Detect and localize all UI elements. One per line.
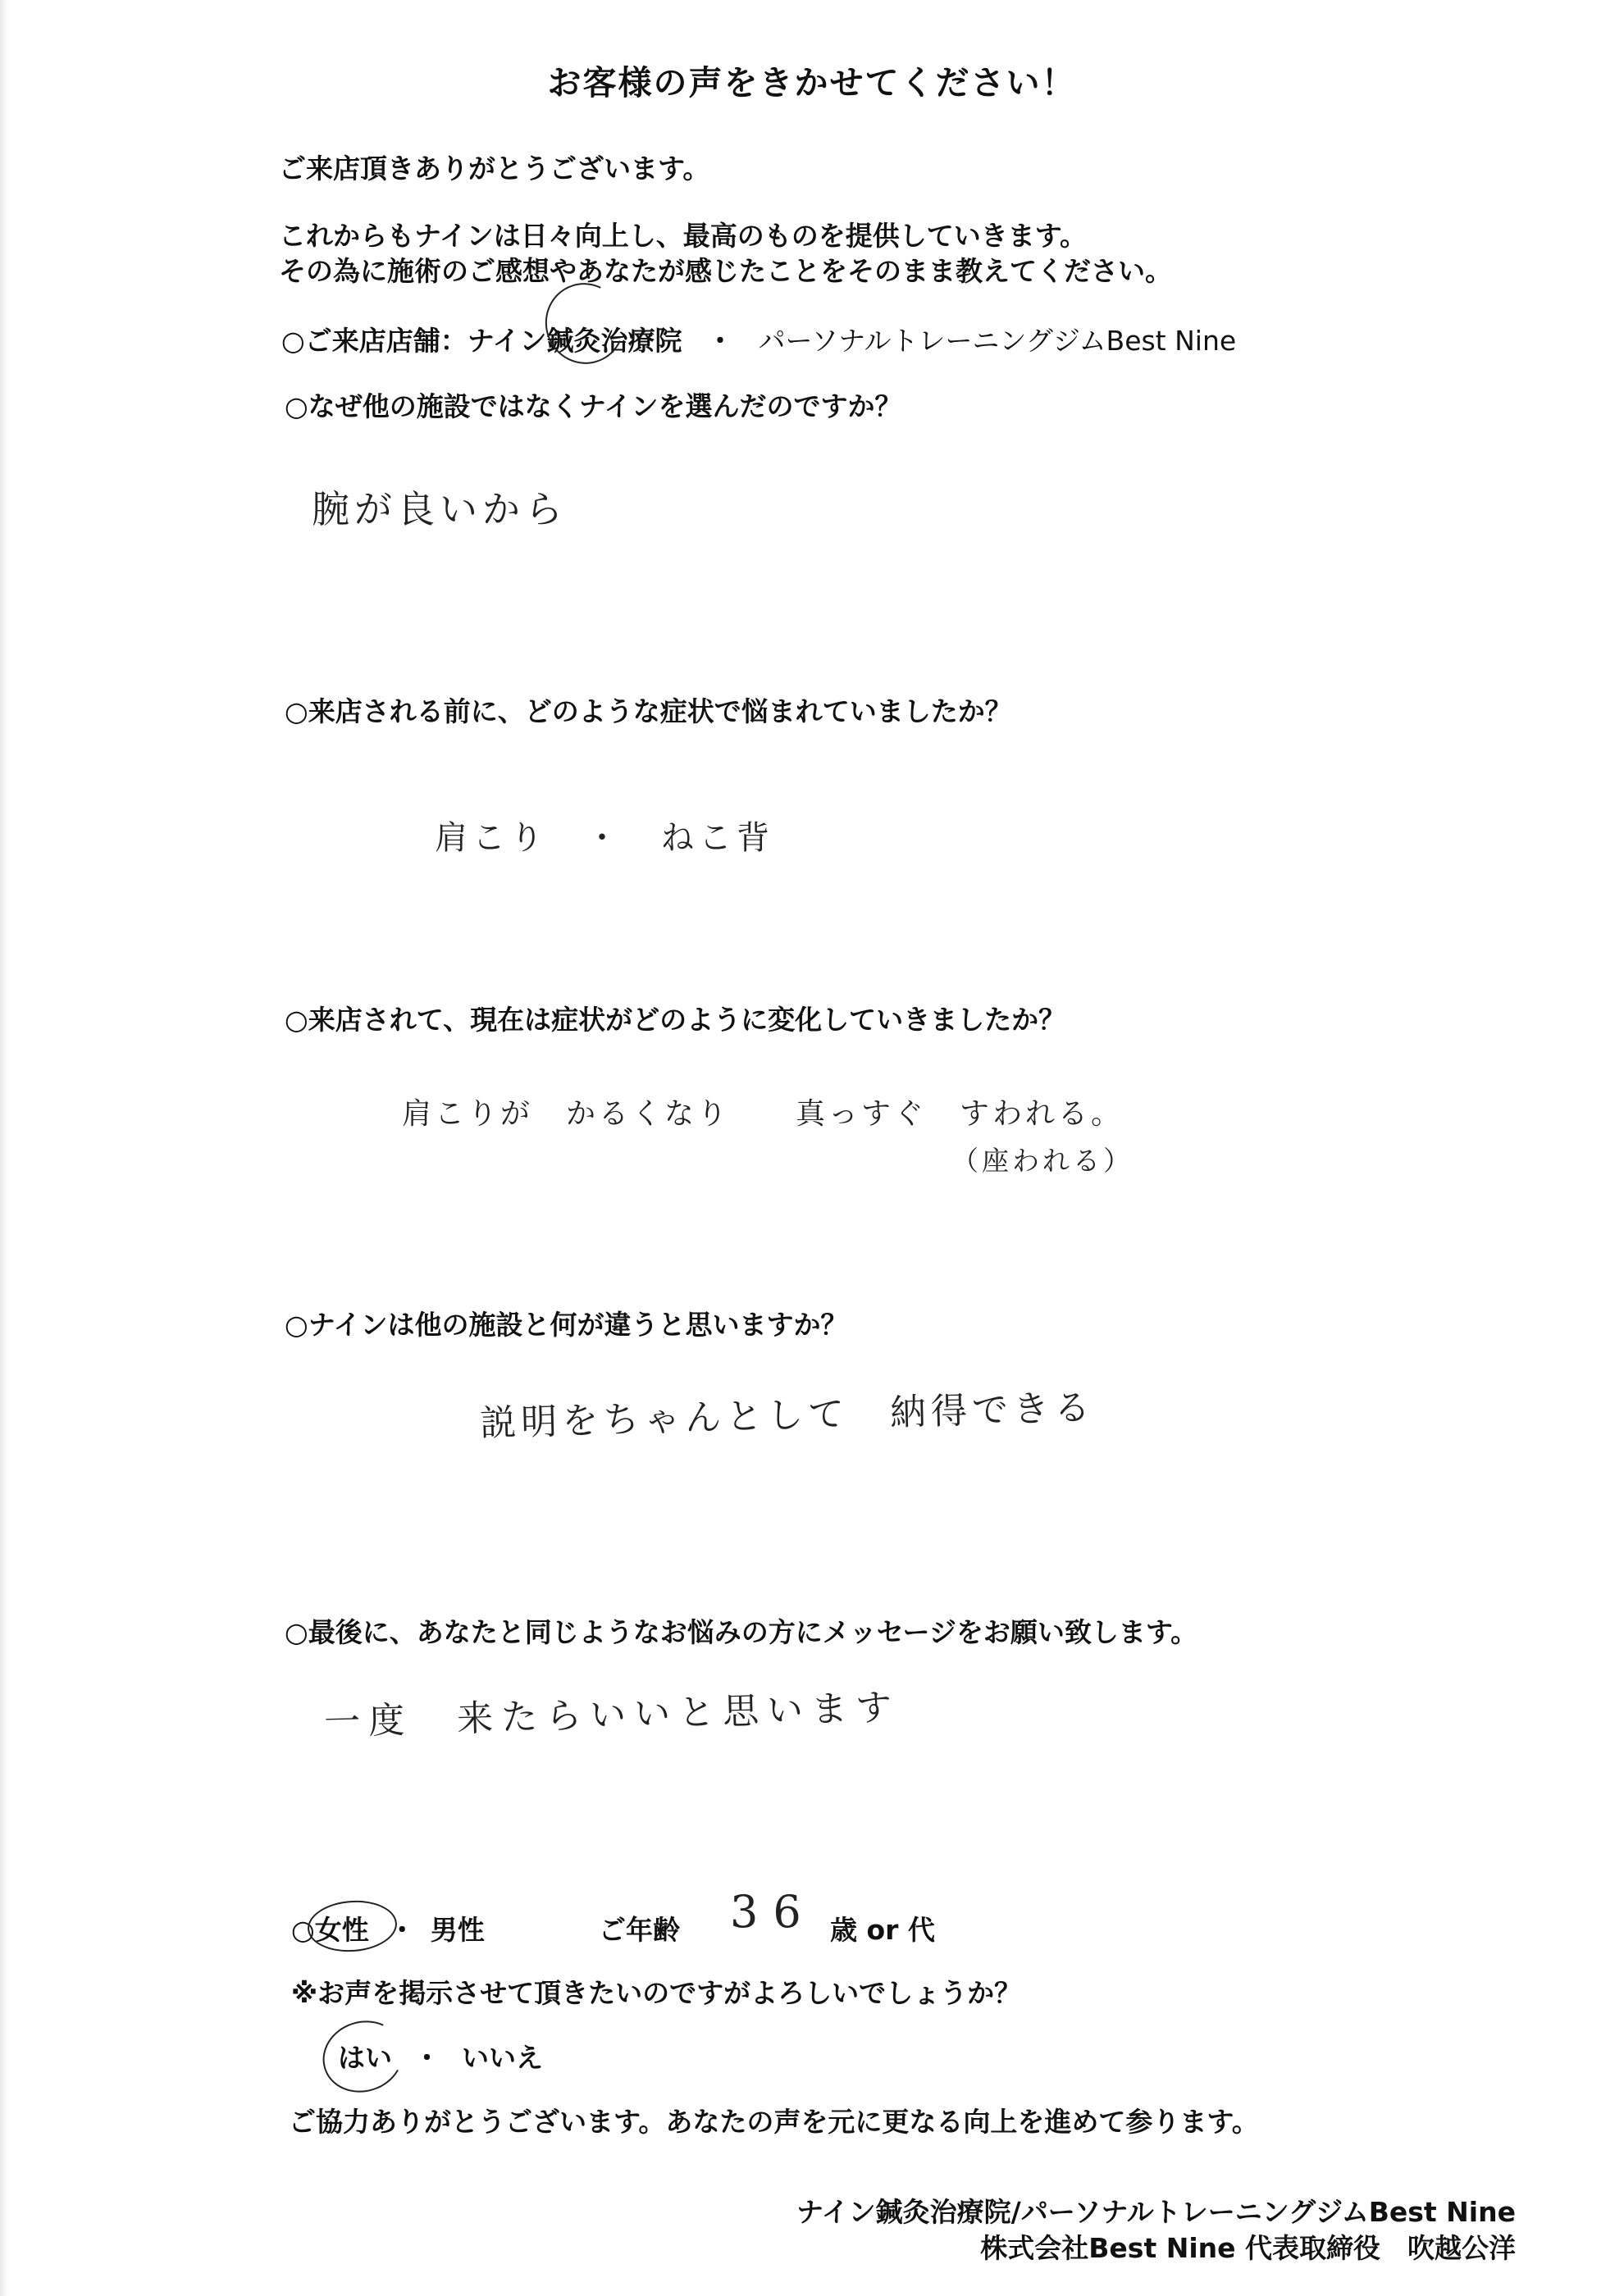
footer-company-line-2: 株式会社Best Nine 代表取締役 吹越公洋 — [980, 2232, 1516, 2264]
question-3-text: ○来店されて、現在は症状がどのように変化していきましたか？ — [285, 1004, 1066, 1036]
question-3-answer-line-1: 肩こりが かるくなり 真っすぐ すわれる。 — [402, 1097, 1124, 1131]
consent-yes-option[interactable]: はい — [338, 2042, 392, 2074]
intro-line-1: ご来店頂きありがとうございます。 — [279, 153, 710, 184]
question-5-text: ○最後に、あなたと同じようなお悩みの方にメッセージをお願い致します。 — [285, 1616, 1198, 1648]
closing-message: ご協力ありがとうございます。あなたの声を元に更なる向上を進めて参ります。 — [289, 2106, 1259, 2138]
question-4-text: ○ナインは他の施設と何が違うと思いますか？ — [285, 1309, 848, 1341]
store-label: ○ご来店店舗： — [281, 325, 468, 357]
age-value[interactable]: 36 — [730, 1886, 816, 1938]
consent-question: ※お声を掲示させて頂きたいのですがよろしいでしょうか？ — [291, 1977, 1022, 2009]
question-1-text: ○なぜ他の施設ではなくナインを選んだのですか？ — [285, 390, 902, 422]
consent-separator: ・ — [413, 2042, 440, 2074]
gender-prefix: ○ — [291, 1914, 315, 1946]
gender-separator: ・ — [388, 1914, 416, 1946]
question-1-answer: 腕が良いから — [312, 487, 568, 531]
store-option-gym[interactable]: パーソナルトレーニングジムBest Nine — [758, 325, 1237, 357]
store-option-nine-clinic[interactable]: ナイン鍼灸治療院 — [467, 325, 682, 357]
consent-no-option[interactable]: いいえ — [462, 2042, 543, 2074]
question-3-answer-line-2: （座われる） — [951, 1145, 1134, 1177]
intro-line-3: その為に施術のご感想やあなたが感じたことをそのまま教えてください。 — [279, 255, 1172, 287]
intro-line-2: これからもナインは日々向上し、最高のものを提供していきます。 — [279, 220, 1088, 252]
age-suffix: 歳 or 代 — [830, 1914, 935, 1946]
store-separator: ・ — [706, 325, 734, 357]
footer-company-line-1: ナイン鍼灸治療院/パーソナルトレーニングジムBest Nine — [796, 2196, 1516, 2228]
scan-edge-shadow — [0, 0, 8, 2296]
store-line — [281, 320, 1236, 358]
gender-female-option[interactable]: 女性 — [314, 1914, 369, 1946]
question-4-answer: 説明をちゃんとして 納得できる — [479, 1387, 1096, 1445]
page-title: お客様の声をきかせてください！ — [547, 63, 1077, 102]
gender-male-option[interactable]: 男性 — [430, 1914, 485, 1946]
age-label: ご年齢 — [599, 1914, 680, 1946]
question-2-text: ○来店される前に、どのような症状で悩まれていましたか？ — [285, 695, 1012, 727]
question-2-answer: 肩こり ・ ねこ背 — [435, 819, 774, 857]
consent-selection-circle — [313, 2011, 413, 2102]
question-5-answer: 一度 来たらいいと思います — [323, 1686, 901, 1744]
